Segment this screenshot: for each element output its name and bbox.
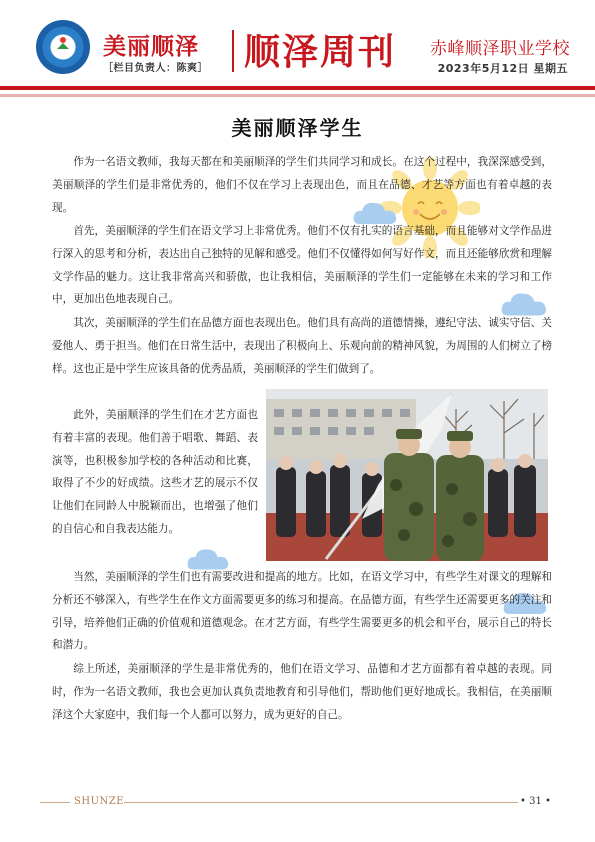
article-paragraph-2: 首先，美丽顺泽的学生们在语文学习上非常优秀。他们不仅有扎实的语言基础，而且能够对文学作品进行深入的思考和分析，表达出自己独特的见解和感受。他们不仅懂得如何写好作文，而且还能够欣赏和理解文学作品的魅力。这让我非常高兴和骄傲，也让我相信，美丽顺泽的学生们一定能够在未来的学习和工作中，更加出色地表现自己。 (52, 225, 552, 306)
article-paragraph-3: 其次，美丽顺泽的学生们在品德方面也表现出色。他们具有高尚的道德情操，遵纪守法、诚实守信、关爱他人、勇于担当。他们在日常生活中，表现出了积极向上、乐观向前的精神风貌，为周围的人们树立了榜样。这也正是中学生应该具备的优秀品质，美丽顺泽的学生们做到了。 (52, 317, 552, 375)
article-paragraph-6: 综上所述，美丽顺泽的学生是非常优秀的，他们在语文学习、品德和才艺方面都有着卓越的表现。同时，作为一名语文教师，我也会更加认真负责地教育和引导他们，帮助他们更好地成长。我相信，在美丽顺泽这个大家庭中，我们每一个人都可以努力，成为更好的自己。 (52, 663, 552, 721)
column-editor: ［栏目负责人：陈爽］ (103, 63, 208, 74)
page-number: • 31 • (520, 796, 551, 807)
article-photo (266, 389, 548, 561)
article-paragraph-5: 当然，美丽顺泽的学生们也有需要改进和提高的地方。比如，在语文学习中，有些学生对课文的理解和分析还不够深入，有些学生在作文方面需要更多的练习和提高。在品德方面，有些学生还需要更多的关注和引导，培养他们正确的价值观和道德观念。在才艺方面，有些学生需要更多的机会和平台，展示自己的特长和潜力。 (52, 571, 552, 652)
article-paragraph-1: 作为一名语文教师，我每天都在和美丽顺泽的学生们共同学习和成长。在这个过程中，我深深感受到，美丽顺泽的学生们是非常优秀的，他们不仅在学习上表现出色，而且在品德、才艺等方面也有着卓越的表现。 (52, 156, 552, 214)
column-brand: 美丽顺泽 (103, 34, 199, 60)
article-title: 美丽顺泽学生 (231, 116, 364, 140)
school-logo-emblem (55, 35, 71, 51)
footer-rule-left (40, 802, 70, 803)
footer-brand: SHUNZE (74, 796, 124, 807)
header-rule (0, 86, 595, 90)
issue-date: 2023年5月12日 星期五 (437, 62, 568, 75)
header-rule-light (0, 94, 595, 97)
school-name: 赤峰顺泽职业学校 (430, 39, 570, 59)
header-divider (232, 30, 234, 72)
article-paragraph-4: 此外，美丽顺泽的学生们在才艺方面也有着丰富的表现。他们善于唱歌、舞蹈、表演等，也积极参加学校的各种活动和比赛，取得了不少的好成绩。这些才艺的展示不仅让他们在同龄人中脱颖而出，也增强了他们的自信心和自我表达能力。 (52, 409, 258, 535)
footer-rule-right (124, 802, 518, 803)
school-logo-icon (36, 20, 90, 74)
publication-title: 顺泽周刊 (244, 32, 397, 73)
